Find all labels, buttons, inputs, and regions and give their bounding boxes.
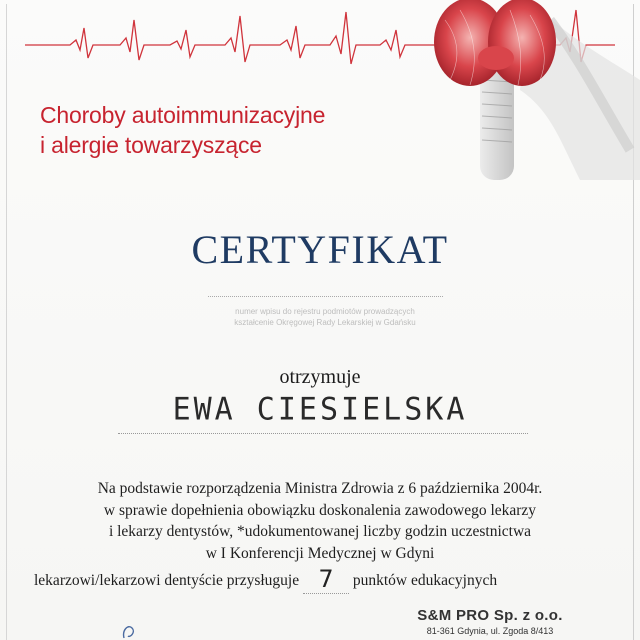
recipient-name-line: [118, 433, 528, 434]
issuer-company-address: 81-361 Gdynia, ul. Zgoda 8/413: [426, 626, 554, 636]
points-value: 7: [303, 565, 349, 594]
recipient-name: EWA CIESIELSKA: [172, 391, 468, 428]
body-line-1: Na podstawie rozporządzenia Ministra Zdrowia z 6 października 2004r.: [97, 480, 543, 497]
points-line: [34, 563, 614, 592]
registry-note-line2: kształcenie Okręgowej Rady Lekarskiej w Gdańsku: [234, 318, 416, 327]
points-prefix: lekarzowi/lekarzowi dentyście przysługuje: [34, 572, 300, 589]
certificate-title: CERTYFIKAT: [191, 227, 449, 272]
signature-mark-icon: [118, 618, 148, 640]
issuer-company-name: S&M PRO Sp. z o.o.: [417, 607, 563, 624]
points-suffix: punktów edukacyjnych: [352, 572, 498, 589]
thyroid-illustration-icon: [400, 0, 640, 180]
registry-number-line: [208, 296, 443, 298]
body-line-3: i lekarzy dentystów, *udokumentowanej liczby godzin uczestnictwa: [108, 523, 532, 540]
receives-label: otrzymuje: [279, 366, 361, 388]
issuer-stamp: [400, 607, 580, 636]
certificate-body: [30, 478, 610, 564]
event-title-line2: i alergie towarzyszące: [40, 132, 262, 158]
event-title: [40, 100, 380, 160]
registry-note-line1: numer wpisu do rejestru podmiotów prowadzących: [235, 307, 415, 316]
body-line-4: w I Konferencji Medycznej w Gdyni: [205, 544, 435, 562]
body-line-2: w sprawie dopełnienia obowiązku doskonalenia zawodowego lekarzy: [103, 501, 537, 519]
event-title-line1: Choroby autoimmunizacyjne: [40, 102, 326, 128]
registry-note: [190, 306, 460, 328]
